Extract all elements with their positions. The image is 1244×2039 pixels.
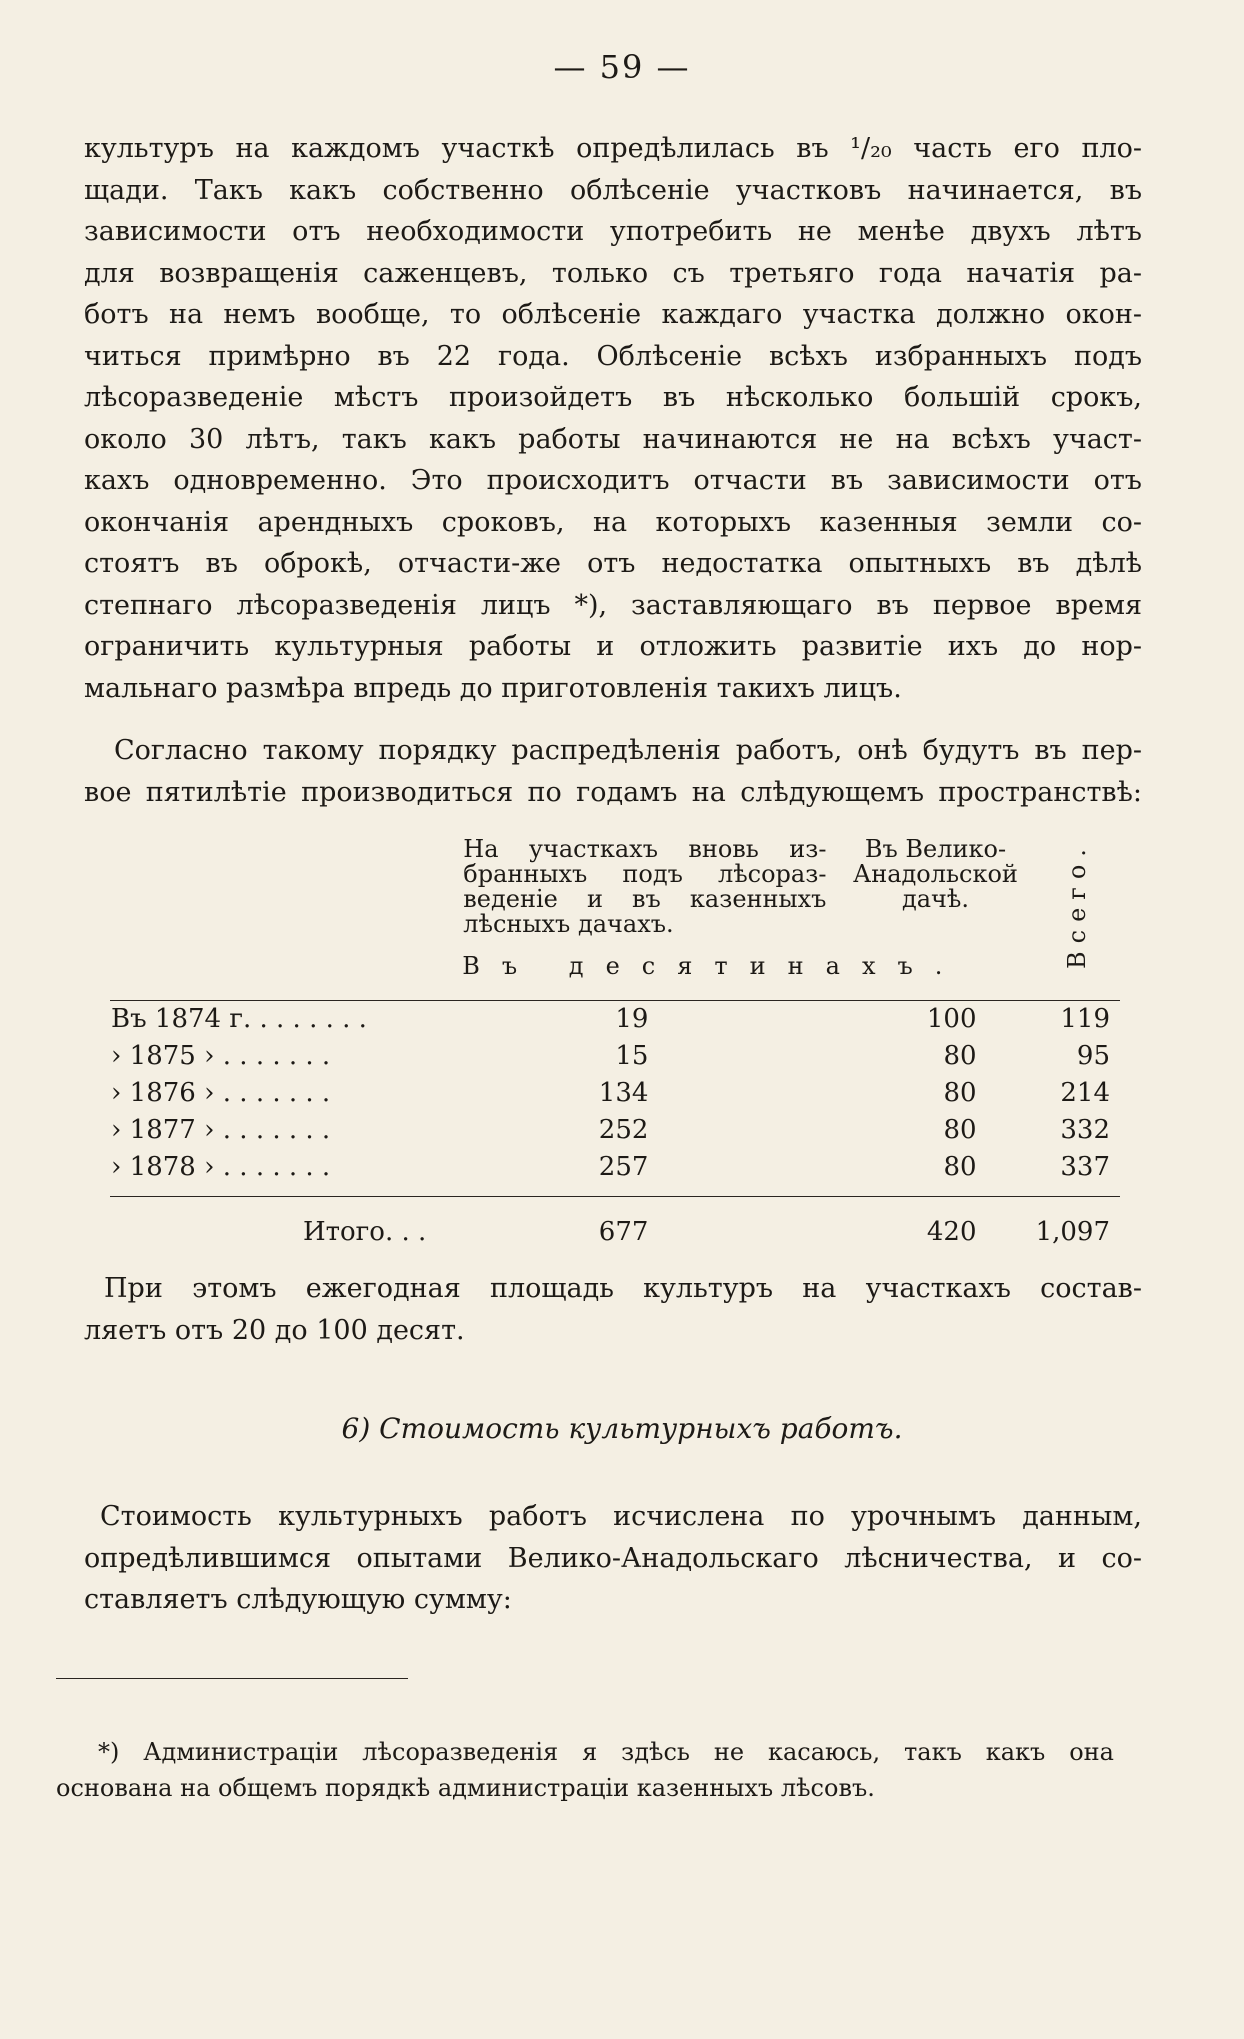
text-line: читься примѣрно въ 22 года. Облѣсеніе всѣхъ избранныхъ подъ	[84, 340, 1142, 372]
text-line: лѣсоразведеніе мѣстъ произойдетъ въ нѣсколько большій срокъ,	[84, 382, 1142, 413]
text-line: стоятъ въ оброкѣ, отчасти-же отъ недостатка опытныхъ въ дѣлѣ	[84, 548, 1142, 579]
value-veliko-anadol: 80	[943, 1078, 977, 1108]
total-veliko-anadol: 420	[926, 1217, 977, 1247]
paragraph-1	[84, 128, 1142, 709]
value-total: 95	[1076, 1041, 1110, 1071]
text-line: ляетъ отъ 20 до 100 десят.	[84, 1314, 465, 1346]
year-label: › 1875 › . . . . . . .	[111, 1041, 331, 1071]
units-blank	[110, 938, 462, 1000]
reforestation-table	[110, 836, 1120, 1251]
value-total: 332	[1060, 1115, 1110, 1145]
footnote-rule	[56, 1678, 408, 1679]
year-label: Въ 1874 г. . . . . . . .	[111, 1004, 367, 1034]
value-veliko-anadol: 80	[943, 1115, 977, 1145]
year-label: › 1876 › . . . . . . .	[111, 1078, 331, 1108]
text-line: При этомъ ежегодная площадь культуръ на участкахъ состав-	[104, 1273, 1142, 1304]
text-line: окончанія арендныхъ сроковъ, на которыхъ казенныя земли со-	[84, 506, 1142, 538]
text-line: Стоимость культурныхъ работъ исчислена по урочнымъ данным,	[100, 1501, 1142, 1532]
value-new-plots: 19	[615, 1004, 649, 1034]
year-label: › 1878 › . . . . . . .	[111, 1152, 331, 1182]
text-line: ставляетъ слѣдующую сумму:	[84, 1584, 512, 1615]
text-line: Согласно такому порядку распредѣленія работъ, онѣ будутъ въ пер-	[114, 735, 1142, 766]
paragraph-3	[84, 1268, 1142, 1351]
header-total: Всего.	[1062, 841, 1091, 969]
text-line: вое пятилѣтіе производиться по годамъ на слѣдующемъ пространствѣ:	[84, 776, 1142, 808]
header-blank	[110, 836, 462, 938]
text-line: ограничить культурныя работы и отложить развитіе ихъ до нор-	[84, 631, 1142, 662]
text-line: ботъ на немъ вообще, то облѣсеніе каждаго участка должно окон-	[84, 299, 1142, 330]
value-new-plots: 134	[598, 1078, 649, 1108]
rule-row	[110, 1186, 1120, 1197]
value-veliko-anadol: 100	[926, 1004, 977, 1034]
table-row	[110, 1075, 1120, 1112]
text-line: кахъ одновременно. Это происходитъ отчасти въ зависимости отъ	[84, 465, 1142, 496]
units-row	[110, 938, 1120, 1000]
text-line: около 30 лѣтъ, такъ какъ работы начинаются не на всѣхъ участ-	[84, 423, 1142, 455]
value-total: 337	[1060, 1152, 1110, 1182]
year-label: › 1877 › . . . . . . .	[111, 1115, 331, 1145]
text-line: опредѣлившимся опытами Велико-Анадольскаго лѣсничества, и со-	[84, 1542, 1142, 1574]
table-row	[110, 1149, 1120, 1186]
table-header-row	[110, 836, 1120, 938]
value-veliko-anadol: 80	[943, 1152, 977, 1182]
text-line: для возвращенія саженцевъ, только съ третьяго года начатія ра-	[84, 257, 1142, 289]
text-line: зависимости отъ необходимости употребить не менѣе двухъ лѣтъ	[84, 216, 1142, 247]
total-new-plots: 677	[598, 1217, 649, 1247]
page-number: — 59 —	[553, 48, 691, 86]
table-row	[110, 1112, 1120, 1149]
total-label: Итого. . .	[302, 1217, 427, 1247]
table-total-row	[110, 1197, 1120, 1251]
paragraph-2	[84, 730, 1142, 813]
value-total: 214	[1060, 1078, 1110, 1108]
footnote-line: *) Администраціи лѣсоразведенія я здѣсь не касаюсь, такъ какъ она	[98, 1738, 1114, 1766]
text-line: мальнаго размѣра впредь до приготовленія такихъ лицъ.	[84, 672, 902, 704]
value-veliko-anadol: 80	[943, 1041, 977, 1071]
header-veliko-anadol: Въ Велико-Анадольской дачѣ.	[853, 835, 1018, 913]
header-new-plots: На участкахъ вновь из-бранныхъ подъ лѣсораз-веденіе и въ казенныхъ лѣсныхъ дачахъ.	[463, 835, 827, 938]
total-rule-cell	[110, 1186, 1120, 1197]
text-line: щади. Такъ какъ собственно облѣсеніе участковъ начинается, въ	[84, 174, 1142, 206]
section-heading: 6) Стоимость культурныхъ работъ.	[341, 1412, 903, 1445]
text-line: культуръ на каждомъ участкѣ опредѣлилась въ ¹/₂₀ часть его пло-	[84, 133, 1142, 164]
units-label: Въ десятинахъ.	[462, 952, 965, 980]
total-all: 1,097	[1035, 1217, 1110, 1247]
value-new-plots: 257	[598, 1152, 649, 1182]
header-total-cell	[1035, 836, 1120, 1000]
value-total: 119	[1060, 1004, 1110, 1034]
text-line: степнаго лѣсоразведенія лицъ *), заставляющаго въ первое время	[84, 589, 1142, 621]
paragraph-4	[84, 1496, 1142, 1621]
footnote-line: основана на общемъ порядкѣ администраціи казенныхъ лѣсовъ.	[56, 1774, 875, 1802]
value-new-plots: 252	[598, 1115, 649, 1145]
value-new-plots: 15	[615, 1041, 649, 1071]
table-row	[110, 1038, 1120, 1075]
footnote	[56, 1734, 1114, 1806]
table-row	[110, 1001, 1120, 1038]
